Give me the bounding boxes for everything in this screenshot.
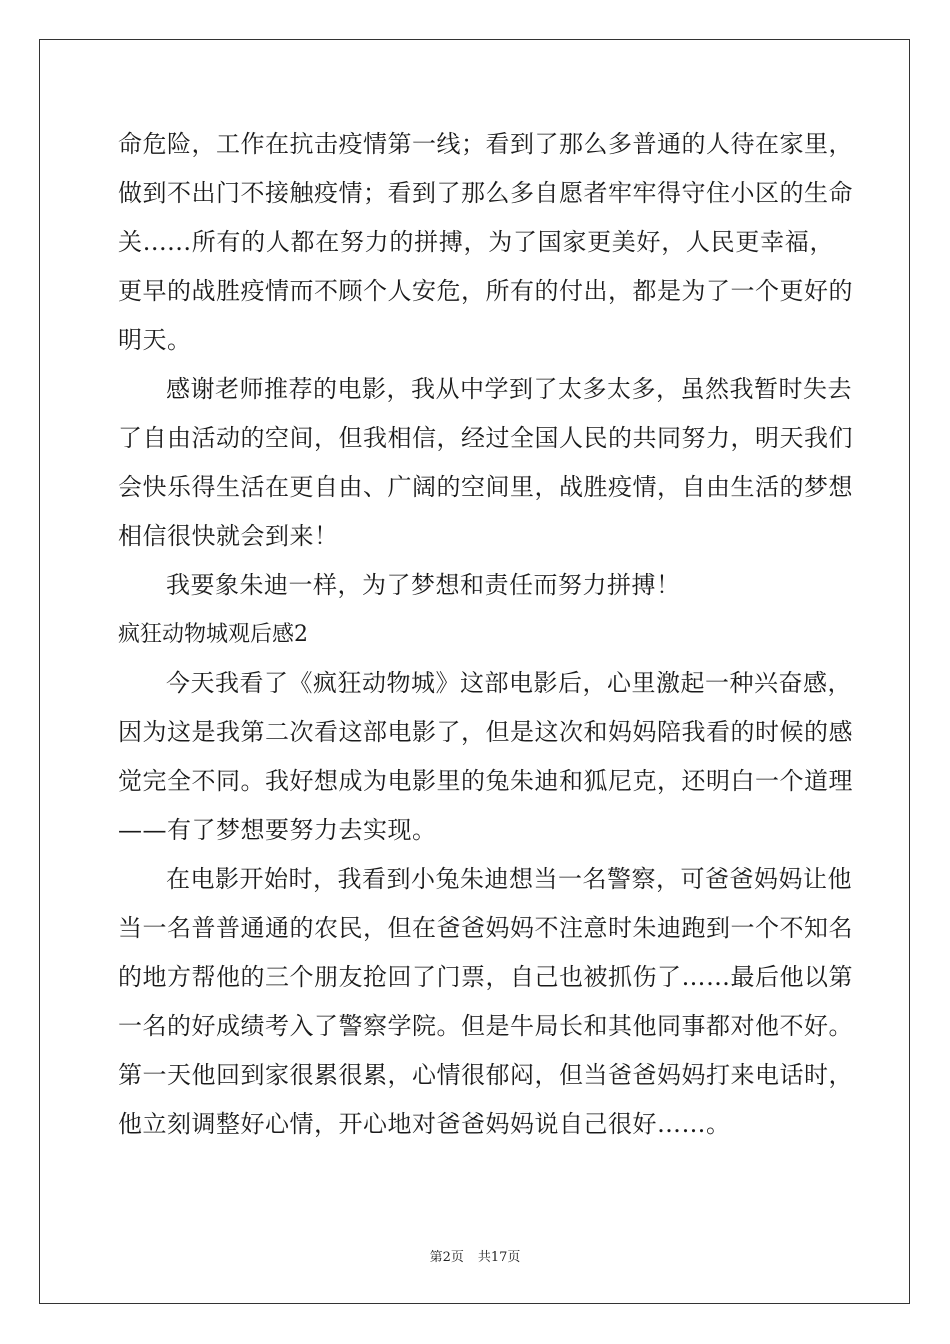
page-number: 第2页 (429, 1250, 464, 1265)
text-line: 相信很快就会到来！ (118, 522, 339, 550)
paragraph (118, 659, 853, 855)
text-line: 命危险，工作在抗击疫情第一线；看到了那么多普通的人待在家里， (118, 130, 853, 158)
text-line: 感谢老师推荐的电影，我从中学到了太多太多，虽然我暂时失去 (166, 375, 852, 403)
text-line: 明天。 (118, 326, 192, 354)
text-line: 因为这是我第二次看这部电影了，但是这次和妈妈陪我看的时候的感 (118, 718, 853, 746)
text-line: 会快乐得生活在更自由、广阔的空间里，战胜疫情，自由生活的梦想 (118, 473, 853, 501)
section-title: 疯狂动物城观后感2 (118, 622, 308, 647)
text-line: 我要象朱迪一样，为了梦想和责任而努力拼搏！ (166, 571, 681, 599)
text-line: 了自由活动的空间，但我相信，经过全国人民的共同努力，明天我们 (118, 424, 853, 452)
paragraph (118, 561, 834, 610)
paragraph (118, 365, 853, 561)
text-line: 觉完全不同。我好想成为电影里的兔朱迪和狐尼克，还明白一个道理 (118, 767, 853, 795)
paragraph (118, 120, 853, 365)
document-body (118, 120, 853, 1149)
text-line: 做到不出门不接触疫情；看到了那么多自愿者牢牢得守住小区的生命 (118, 179, 853, 207)
text-line: 一名的好成绩考入了警察学院。但是牛局长和其他同事都对他不好。 (118, 1012, 853, 1040)
text-line: 更早的战胜疫情而不顾个人安危，所有的付出，都是为了一个更好的 (118, 277, 853, 305)
paragraph (118, 855, 853, 1149)
text-line: 当一名普普通通的农民，但在爸爸妈妈不注意时朱迪跑到一个不知名 (118, 914, 853, 942)
text-line: 关......所有的人都在努力的拼搏，为了国家更美好，人民更幸福， (118, 228, 834, 256)
page-total: 共17页 (477, 1250, 521, 1265)
text-line: 他立刻调整好心情，开心地对爸爸妈妈说自己很好……。 (118, 1110, 731, 1138)
text-line: ——有了梦想要努力去实现。 (118, 816, 437, 844)
page-footer (0, 1246, 950, 1265)
text-line: 第一天他回到家很累很累，心情很郁闷，但当爸爸妈妈打来电话时， (118, 1061, 853, 1089)
text-line: 今天我看了《疯狂动物城》这部电影后，心里激起一种兴奋感， (166, 669, 852, 697)
text-line: 的地方帮他的三个朋友抢回了门票，自己也被抓伤了……最后他以第 (118, 963, 853, 991)
text-line: 在电影开始时，我看到小兔朱迪想当一名警察，可爸爸妈妈让他 (166, 865, 852, 893)
